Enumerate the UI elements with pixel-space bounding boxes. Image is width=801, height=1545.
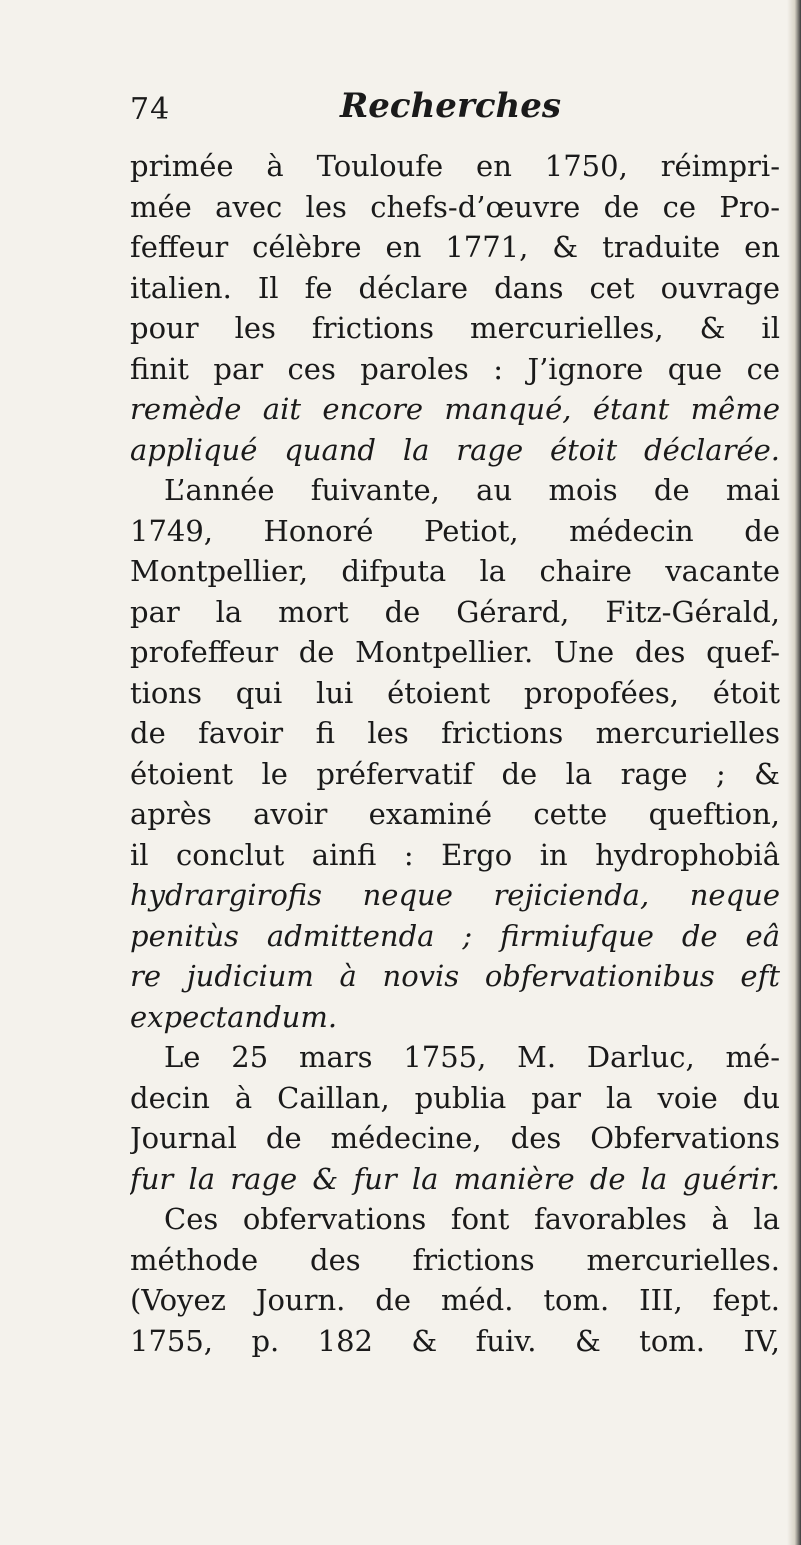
text-line: profeffeur de Montpellier. Une des quef- — [130, 635, 780, 669]
paragraph-start-line: L’année fuivante, au mois de mai — [164, 473, 780, 507]
text-line-latin: penitùs admittenda ; firmiufque de eâ — [130, 918, 780, 953]
text-line: tions qui lui étoient propofées, étoit — [130, 675, 780, 710]
text-line: feffeur célèbre en 1771, & traduite en — [130, 230, 780, 264]
running-title: Recherches — [340, 86, 562, 126]
text-line-latin: hydrargirofis neque rejicienda, neque — [130, 878, 780, 912]
text-line: méthode des frictions mercurielles. — [130, 1242, 780, 1277]
text-line: après avoir examiné cette queftion, — [130, 797, 780, 831]
text-line: Ces obfervations font favorables à la — [164, 1202, 780, 1236]
text-line: étoient le préfervatif de la rage ; & — [130, 756, 780, 791]
page-number: 74 — [130, 92, 171, 127]
text-line: finit par ces paroles : J’ignore que ce — [130, 351, 780, 386]
text-line: pour les frictions mercurielles, & il — [130, 311, 780, 345]
text-line: de favoir fi les frictions mercurielles — [130, 716, 780, 750]
text-line: italien. Il fe déclare dans cet ouvrage — [130, 270, 780, 305]
text-line: primée à Touloufe en 1750, réimpri- — [130, 149, 780, 183]
page-edge-shadow — [787, 0, 801, 1545]
text-line: il conclut ainfi : Ergo in hydrophobiâ — [130, 837, 780, 872]
text-line-latin: re judicium à novis obfervationibus eft — [130, 959, 780, 993]
text-line: mée avec les chefs-d’œuvre de ce Pro- — [130, 189, 780, 224]
text-line: 1749, Honoré Petiot, médecin de — [130, 513, 780, 548]
text-line: 1755, p. 182 & fuiv. & tom. IV, — [130, 1323, 780, 1358]
text-line-quote: remède ait encore manqué, étant même — [130, 392, 780, 426]
body-text — [130, 146, 780, 1361]
text-line: Montpellier, difputa la chaire vacante — [130, 554, 780, 588]
text-line: Journal de médecine, des Obfervations — [130, 1121, 780, 1155]
text-line-latin: expectandum. — [130, 999, 338, 1034]
text-line: (Voyez Journ. de méd. tom. III, fept. — [130, 1283, 780, 1317]
text-line-quote: appliqué quand la rage étoit déclarée. — [130, 432, 780, 467]
paragraph-start-line: Le 25 mars 1755, M. Darluc, mé- — [164, 1040, 780, 1074]
page-header — [130, 86, 690, 142]
text-line: par la mort de Gérard, Fitz-Gérald, — [130, 594, 780, 629]
text-line: decin à Caillan, publia par la voie du — [130, 1080, 780, 1115]
text-line-title: fur la rage & fur la manière de la guérir. — [130, 1161, 780, 1196]
